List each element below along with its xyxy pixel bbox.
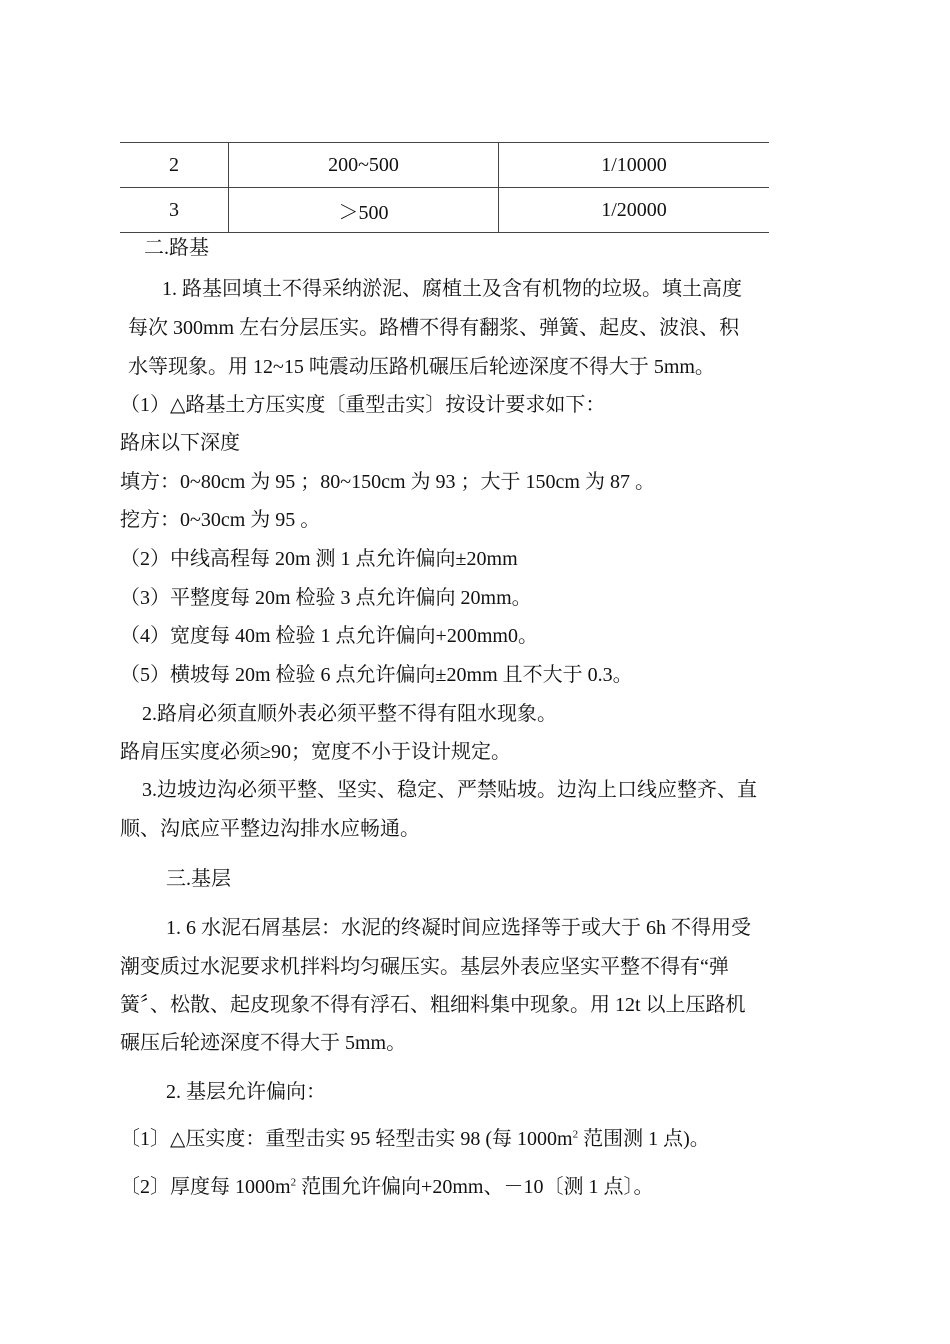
paragraph-line: 路床以下深度 — [120, 432, 240, 454]
section-heading-subgrade: 二.路基 — [144, 237, 209, 259]
paragraph-line: 挖方：0~30cm 为 95 。 — [120, 509, 321, 531]
paragraph-line: 2.路肩必须直顺外表必须平整不得有阻水现象。 — [142, 703, 557, 725]
standard-table — [120, 142, 769, 233]
table-cell-no: 2 — [120, 143, 229, 188]
paragraph-line: 3.边坡边沟必须平整、坚实、稳定、严禁贴坡。边沟上口线应整齐、直 — [142, 779, 757, 801]
paragraph-line: 顺、沟底应平整边沟排水应畅通。 — [120, 818, 420, 840]
paragraph-line: 每次 300mm 左右分层压实。路槽不得有翻浆、弹簧、起皮、波浪、积 — [128, 317, 740, 339]
table-cell-no: 3 — [120, 188, 229, 233]
list-item: （2）中线高程每 20m 测 1 点允许偏向±20mm — [120, 548, 518, 570]
table-row — [120, 143, 769, 188]
text-segment: 〔2〕厚度每 1000m — [120, 1176, 291, 1198]
paragraph-line: 1. 6 水泥石屑基层：水泥的终凝时间应选择等于或大于 6h 不得用受 — [166, 917, 751, 939]
list-item: （1）△路基土方压实度〔重型击实〕按设计要求如下： — [120, 394, 606, 416]
paragraph-line: 碾压后轮迹深度不得大于 5mm。 — [120, 1032, 407, 1054]
paragraph-line: 填方：0~80cm 为 95 ；80~150cm 为 93 ；大于 150cm 为 87 。 — [120, 471, 655, 493]
table-cell-ratio: 1/10000 — [499, 143, 770, 188]
table-cell-range: ＞500 — [229, 188, 499, 233]
table-cell-range: 200~500 — [229, 143, 499, 188]
paragraph-line: 2. 基层允许偏向： — [166, 1081, 326, 1103]
list-item: （3）平整度每 20m 检验 3 点允许偏向 20mm。 — [120, 587, 532, 609]
superscript: 2 — [290, 1176, 297, 1189]
list-item — [120, 1125, 710, 1153]
text-segment: 〔1〕△压实度：重型击实 95 轻型击实 98 (每 1000m — [120, 1128, 573, 1150]
paragraph-line: 1. 路基回填土不得采纳淤泥、腐植土及含有机物的垃圾。填土高度 — [162, 278, 742, 300]
table-row — [120, 188, 769, 233]
list-item — [120, 1173, 653, 1201]
text-segment: 范围测 1 点)。 — [578, 1128, 710, 1150]
paragraph-line: 簧〞、松散、起皮现象不得有浮石、粗细料集中现象。用 12t 以上压路机 — [120, 994, 746, 1016]
text-segment: 范围允许偏向+20mm、－10〔测 1 点〕。 — [296, 1176, 654, 1198]
list-item: （4）宽度每 40m 检验 1 点允许偏向+200mm0。 — [120, 625, 538, 647]
list-item: （5）横坡每 20m 检验 6 点允许偏向±20mm 且不大于 0.3。 — [120, 664, 633, 686]
superscript: 2 — [572, 1128, 579, 1141]
paragraph-line: 水等现象。用 12~15 吨震动压路机碾压后轮迹深度不得大于 5mm。 — [128, 356, 715, 378]
paragraph-line: 潮变质过水泥要求机拌料均匀碾压实。基层外表应坚实平整不得有“弹 — [120, 956, 729, 978]
table-cell-ratio: 1/20000 — [499, 188, 770, 233]
paragraph-line: 路肩压实度必须≥90；宽度不小于设计规定。 — [120, 741, 511, 763]
section-heading-base-course: 三.基层 — [166, 868, 231, 890]
